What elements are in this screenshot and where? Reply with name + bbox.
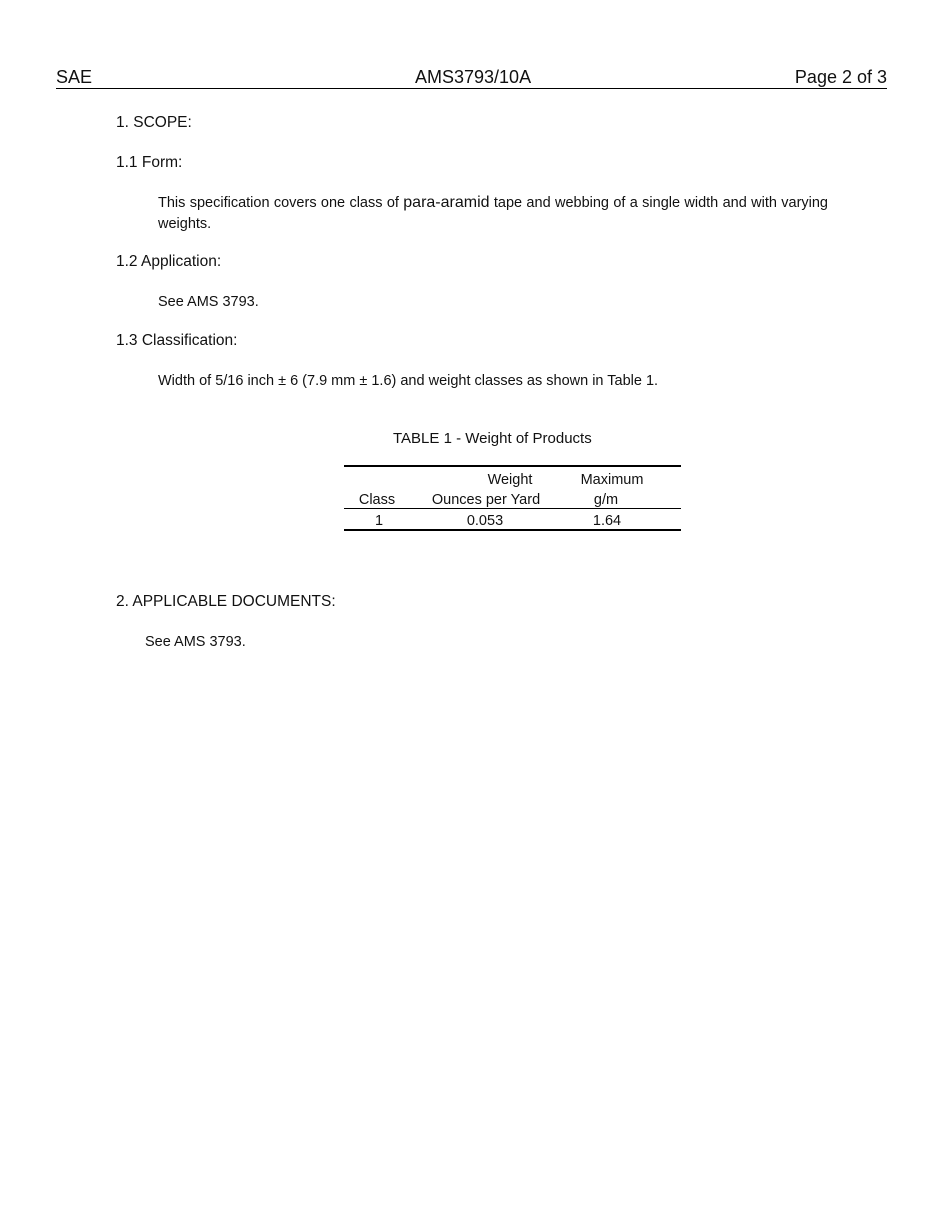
application-heading: 1.2 Application:: [116, 253, 222, 270]
classification-text: Width of 5/16 inch ± 6 (7.9 mm ± 1.6) and weight classes as shown in Table 1.: [158, 373, 659, 389]
header-class: Class: [358, 492, 396, 508]
header-weight-line2: Ounces per Yard: [431, 492, 541, 508]
table-bottom-rule: [344, 529, 681, 531]
header-page-number: Page 2 of 3: [794, 67, 887, 87]
form-text-start: This specification covers one class of: [158, 195, 404, 211]
applicable-documents-text: See AMS 3793.: [145, 634, 246, 650]
table-top-rule: [344, 465, 681, 467]
form-heading: 1.1 Form:: [116, 154, 183, 171]
header-org: SAE: [56, 67, 93, 87]
header-max-line1: Maximum: [580, 472, 644, 488]
header-weight-line1: Weight: [487, 472, 533, 488]
page-header: [56, 66, 887, 89]
cell-class: 1: [374, 513, 384, 529]
form-paragraph: [158, 192, 828, 235]
applicable-documents-heading: 2. APPLICABLE DOCUMENTS:: [116, 593, 336, 610]
form-text-end: tape and webbing of a single width and with varying weights.: [158, 195, 828, 232]
header-max-line2: g/m: [593, 492, 619, 508]
application-text: See AMS 3793.: [158, 294, 259, 310]
header-doc-number: AMS3793/10A: [415, 67, 532, 87]
cell-weight: 0.053: [466, 513, 504, 529]
form-term: para-aramid: [403, 194, 490, 211]
table-header-rule: [344, 508, 681, 509]
classification-heading: 1.3 Classification:: [116, 332, 238, 349]
scope-heading: 1. SCOPE:: [116, 114, 192, 131]
cell-max: 1.64: [592, 513, 622, 529]
table-title: TABLE 1 - Weight of Products: [393, 430, 592, 447]
weight-table: [344, 465, 681, 532]
